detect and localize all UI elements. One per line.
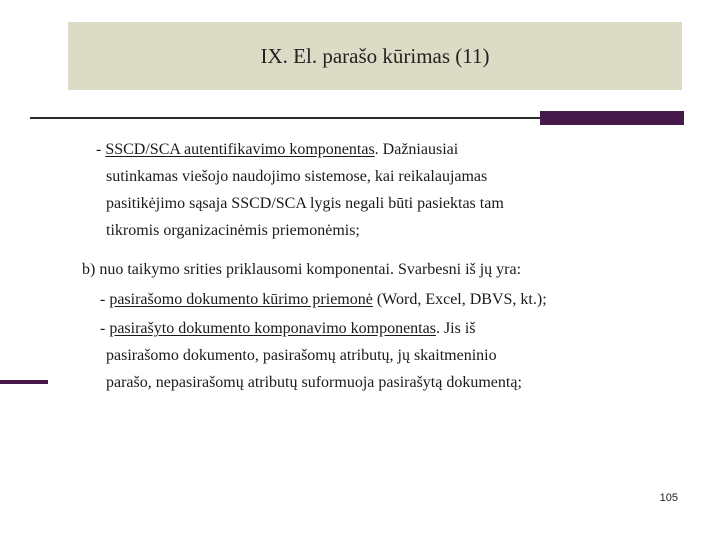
item-a-line-1 xyxy=(96,140,458,160)
bullet-dash: - xyxy=(100,291,110,308)
term-document-tool: pasirašomo dokumento kūrimo priemonė xyxy=(109,291,373,308)
sub-item-2-line-3: parašo, nepasirašomų atributų suformuoja pasirašytą dokumentą; xyxy=(106,374,522,391)
sub-item-2-text: . Jis iš xyxy=(435,320,476,337)
item-a-line-2: sutinkamas viešojo naudojimo sistemose, kai reikalaujamas xyxy=(106,168,488,185)
sub-item-2-line-1 xyxy=(100,319,476,339)
item-a-line-4: tikromis organizacinėmis priemonėmis; xyxy=(106,222,360,239)
slide-title: IX. El. parašo kūrimas (11) xyxy=(260,44,490,68)
term-sscd-sca: SSCD/SCA autentifikavimo komponentas xyxy=(105,141,375,158)
sub-item-1 xyxy=(100,290,547,310)
item-a-line-3: pasitikėjimo sąsaja SSCD/SCA lygis negali būti pasiektas tam xyxy=(106,195,504,212)
term-composing-component: pasirašyto dokumento komponavimo komponentas xyxy=(109,320,436,337)
page-number: 105 xyxy=(659,492,678,504)
item-b-line: b) nuo taikymo srities priklausomi komponentai. Svarbesni iš jų yra: xyxy=(82,261,522,278)
bullet-dash: - xyxy=(96,141,106,158)
item-a-text: . Dažniausiai xyxy=(374,141,459,158)
sub-item-1-text: (Word, Excel, DBVS, kt.); xyxy=(372,291,547,308)
bullet-dash: - xyxy=(100,320,110,337)
sub-item-2-line-2: pasirašomo dokumento, pasirašomų atributų, jų skaitmeninio xyxy=(106,347,497,364)
